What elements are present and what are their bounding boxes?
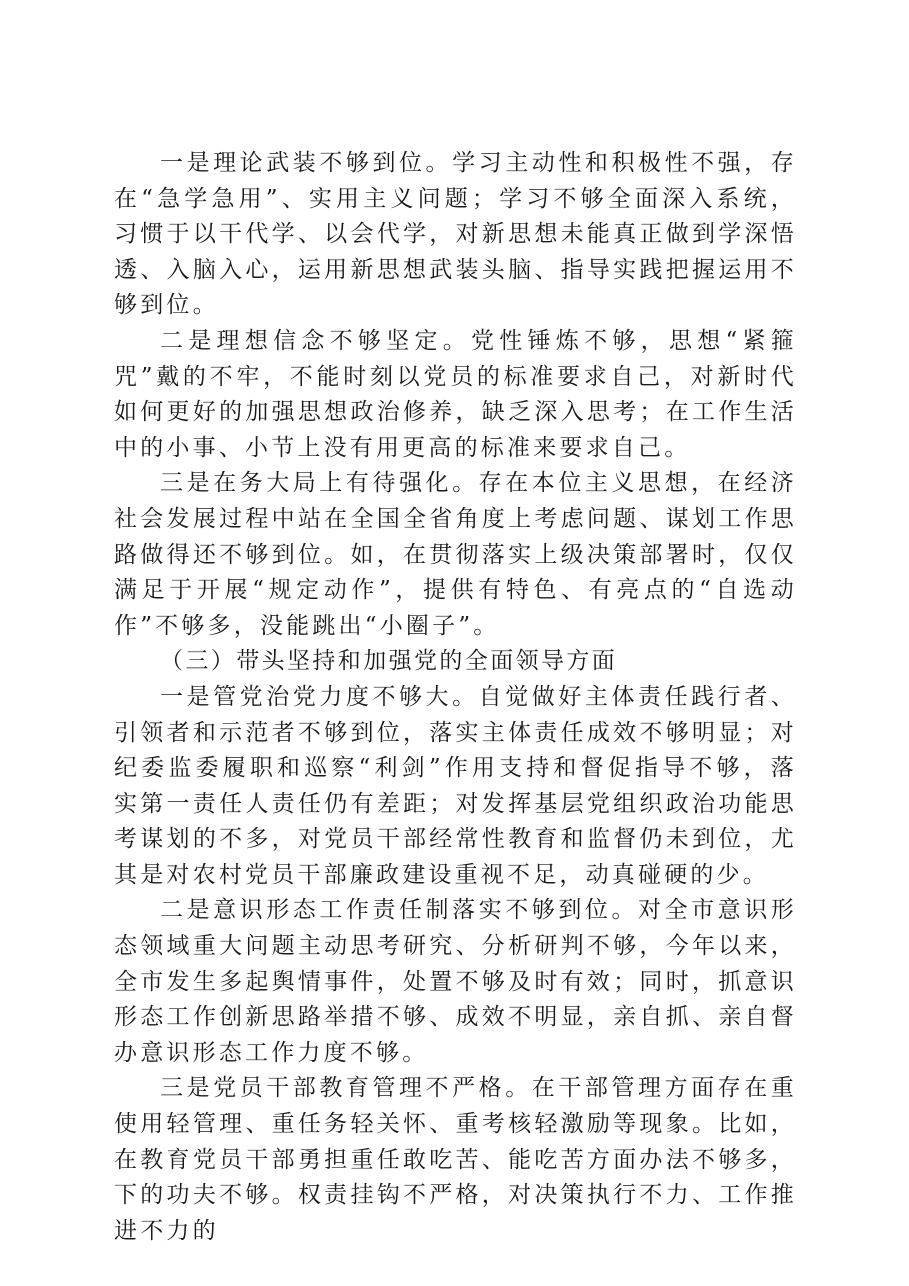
paragraph-cadre-management: 三是党员干部教育管理不严格。在干部管理方面存在重使用轻管理、重任务轻关怀、重考核轻激励等现象。比如，在教育党员干部勇担重任敢吃苦、能吃苦方面办法不够多，下的功夫不够。权责挂钩不严格，对决策执行不力、工作推进不力的 — [114, 1075, 797, 1244]
document-body — [114, 146, 797, 1249]
paragraph-party-governance: 一是管党治党力度不够大。自觉做好主体责任践行者、引领者和示范者不够到位，落实主体责任成效不够明显；对纪委监委履职和巡察“利剑”作用支持和督促指导不够，落实第一责任人责任仍有差距；对发挥基层党组织政治功能思考谋划的不多，对党员干部经常性教育和监督仍未到位，尤其是对农村党员干部廉政建设重视不足，动真碰硬的少。 — [114, 683, 797, 888]
paragraph-overall-situation: 三是在务大局上有待强化。存在本位主义思想，在经济社会发展过程中站在全国全省角度上考虑问题、谋划工作思路做得还不够到位。如，在贯彻落实上级决策部署时，仅仅满足于开展“规定动作”，提供有特色、有亮点的“自选动作”不够多，没能跳出“小圈子”。 — [114, 470, 797, 639]
section-heading: （三）带头坚持和加强党的全面领导方面 — [160, 648, 618, 675]
paragraph-ideals-beliefs: 二是理想信念不够坚定。党性锤炼不够，思想“紧箍咒”戴的不牢，不能时刻以党员的标准要求自己，对新时代如何更好的加强思想政治修养，缺乏深入思考；在工作生活中的小事、小节上没有用更高的标准来要求自己。 — [114, 327, 797, 461]
paragraph-theory-armament: 一是理论武装不够到位。学习主动性和积极性不强，存在“急学急用”、实用主义问题；学习不够全面深入系统，习惯于以干代学、以会代学，对新思想未能真正做到学深悟透、入脑入心，运用新思想武装头脑、指导实践把握运用不够到位。 — [114, 150, 797, 319]
paragraph-ideology-responsibility: 二是意识形态工作责任制落实不够到位。对全市意识形态领域重大问题主动思考研究、分析研判不够，今年以来，全市发生多起舆情事件，处置不够及时有效；同时，抓意识形态工作创新思路举措不够、成效不明显，亲自抓、亲自督办意识形态工作力度不够。 — [114, 897, 797, 1066]
